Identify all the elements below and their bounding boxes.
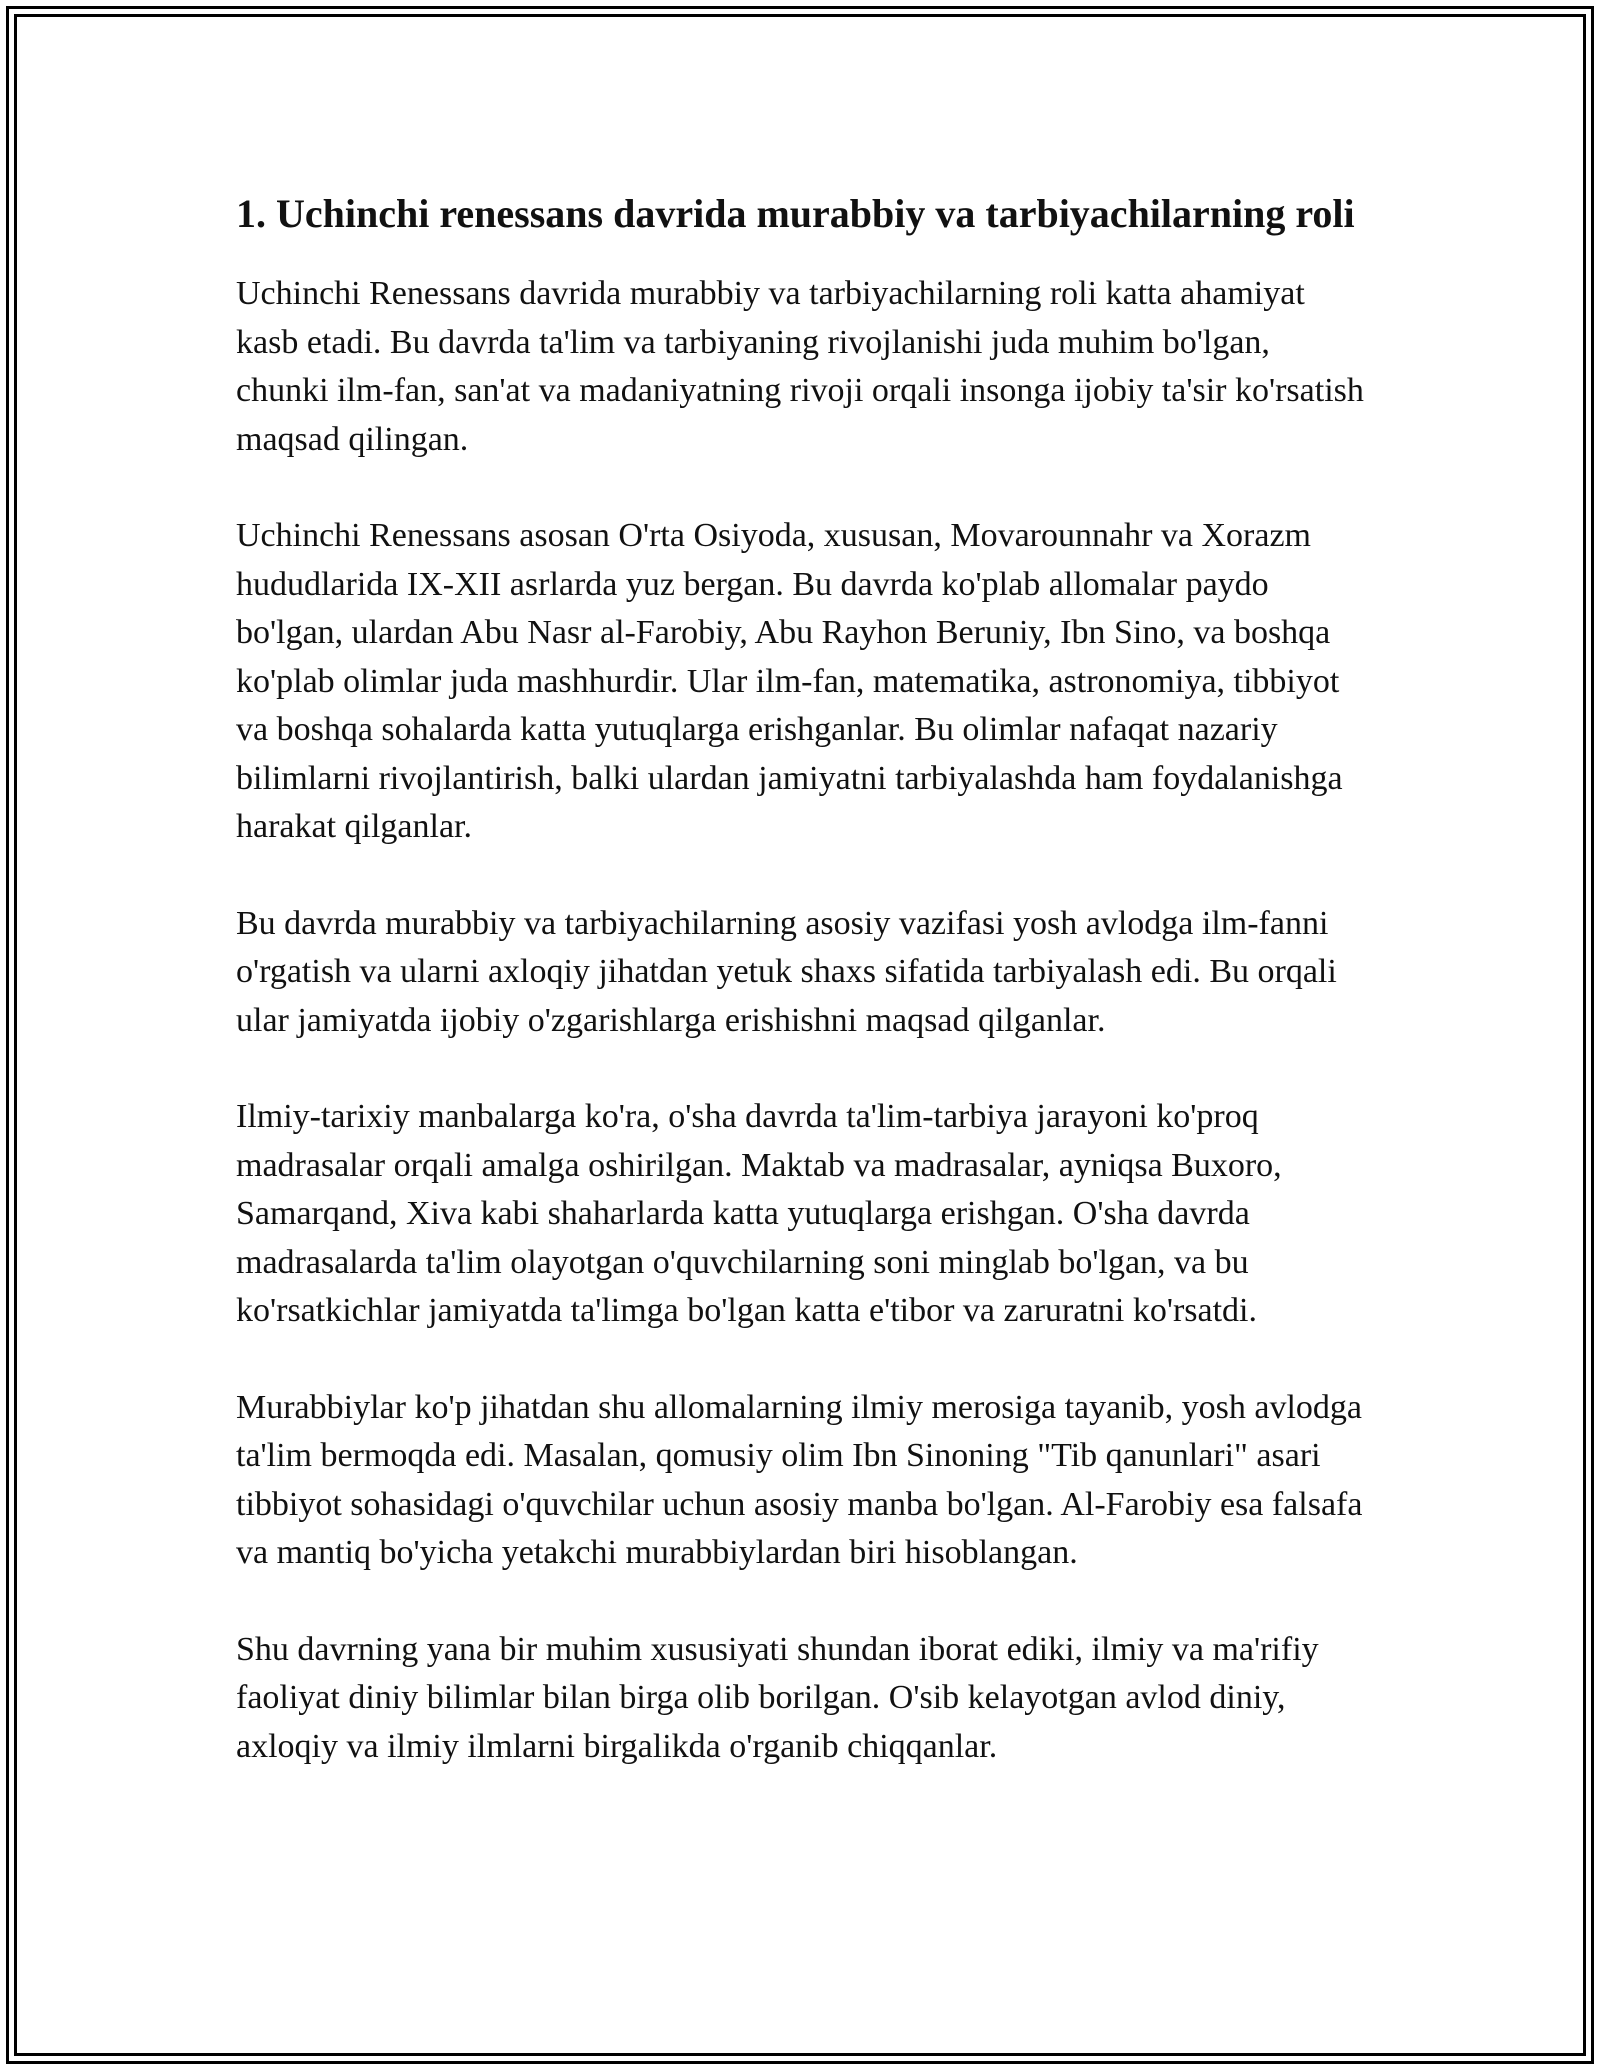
- paragraph-6: Shu davrning yana bir muhim xususiyati shundan iborat ediki, ilmiy va ma'rifiy faoliyat diniy bilimlar bilan birga olib borilgan. O'sib kelayotgan avlod diniy, axloqiy va ilmiy ilmlarni birgalikda o'rganib chiqqanlar.: [236, 1630, 1319, 1765]
- paragraph-2: Uchinchi Renessans asosan O'rta Osiyoda, xususan, Movarounnahr va Xorazm hududlarida IX-XII asrlarda yuz bergan. Bu davrda ko'plab allomalar paydo bo'lgan, ulardan Abu Nasr al-Farobiy, Abu Rayhon Beruniy, Ibn Sino, va boshqa ko'plab olimlar juda mashhurdir. Ular ilm-fan, matematika, astronomiya, tibbiyot va boshqa sohalarda katta yutuqlarga erishganlar. Bu olimlar nafaqat nazariy bilimlarni rivojlantirish, balki ulardan jamiyatni tarbiyalashda ham foydalanishga harakat qilganlar.: [236, 517, 1343, 845]
- document-body: [236, 186, 1366, 1819]
- paragraph-4: Ilmiy-tarixiy manbalarga ko'ra, o'sha davrda ta'lim-tarbiya jarayoni ko'proq madrasalar orqali amalga oshirilgan. Maktab va madrasalar, ayniqsa Buxoro, Samarqand, Xiva kabi shaharlarda katta yutuqlarga erishgan. O'sha davrda madrasalarda ta'lim olayotgan o'quvchilarning soni minglab bo'lgan, va bu ko'rsatkichlar jamiyatda ta'limga bo'lgan katta e'tibor va zaruratni ko'rsatdi.: [236, 1098, 1282, 1329]
- paragraph-1: Uchinchi Renessans davrida murabbiy va tarbiyachilarning roli katta ahamiyat kasb etadi. Bu davrda ta'lim va tarbiyaning rivojlanishi juda muhim bo'lgan, chunki ilm-fan, san'at va madaniyatning rivoji orqali insonga ijobiy ta'sir ko'rsatish maqsad qilingan.: [236, 275, 1364, 458]
- paragraph-3: Bu davrda murabbiy va tarbiyachilarning asosiy vazifasi yosh avlodga ilm-fanni o'rgatish va ularni axloqiy jihatdan yetuk shaxs sifatida tarbiyalash edi. Bu orqali ular jamiyatda ijobiy o'zgarishlarga erishishni maqsad qilganlar.: [236, 904, 1337, 1039]
- paragraph-5: Murabbiylar ko'p jihatdan shu allomalarning ilmiy merosiga tayanib, yosh avlodga ta'lim bermoqda edi. Masalan, qomusiy olim Ibn Sinoning "Tib qanunlari" asari tibbiyot sohasidagi o'quvchilar uchun asosiy manba bo'lgan. Al-Farobiy esa falsafa va mantiq bo'yicha yetakchi murabbiylardan biri hisoblangan.: [236, 1388, 1363, 1571]
- section-heading: 1. Uchinchi renessans davrida murabbiy va tarbiyachilarning roli: [236, 191, 1355, 236]
